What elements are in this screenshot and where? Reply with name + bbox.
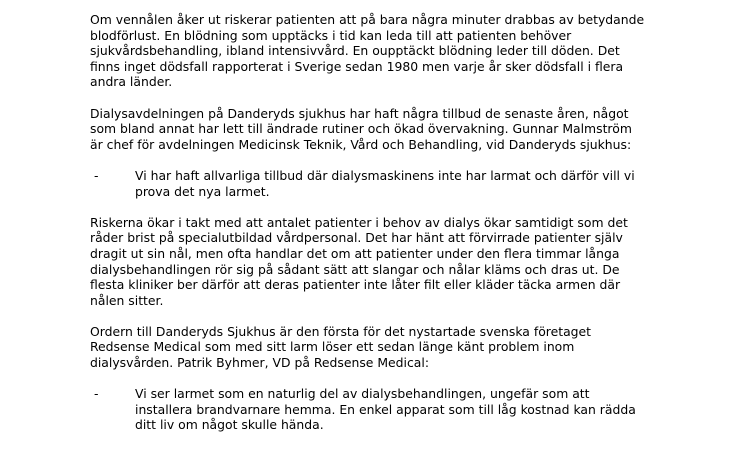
text-line: sjukvårdsbehandling, ibland intensivvård. En oupptäckt blödning leder till döden. Det: [90, 43, 620, 59]
text-line: Vi har haft allvarliga tillbud där dialysmaskinens inte har larmat och därför vill vi: [135, 167, 635, 183]
text-line: finns inget dödsfall rapporterat i Sverige sedan 1980 men varje år sker dödsfall i flera: [90, 58, 624, 74]
text-line: dragit ut sin nål, men ofta handlar det om att patienter under den flera timmar långa: [90, 245, 620, 261]
text-line: Vi ser larmet som en naturlig del av dialysbehandlingen, ungefär som att: [135, 386, 590, 402]
quote-dash: -: [94, 167, 99, 183]
text-line: Ordern till Danderyds Sjukhus är den första för det nystartade svenska företaget: [90, 323, 592, 339]
quote-text: [135, 386, 690, 433]
text-line: ditt liv om något skulle hända.: [135, 417, 324, 433]
text-line: dialysvården. Patrik Byhmer, VD på Redsense Medical:: [90, 355, 430, 371]
text-line: är chef för avdelningen Medicinsk Teknik, Vård och Behandling, vid Danderyds sjukhus:: [90, 136, 632, 152]
text-line: prova det nya larmet.: [135, 183, 270, 199]
text-line: nålen sitter.: [90, 292, 164, 308]
text-line: flesta kliniker ber därför att deras patienter inte låter filt eller kläder täcka armen där: [90, 277, 621, 293]
document-body: [90, 12, 690, 449]
text-line: blodförlust. En blödning som upptäcks i tid kan leda till att patienten behöver: [90, 27, 572, 43]
paragraph-danderyd-incidents: [90, 106, 690, 153]
quote-text: [135, 168, 690, 199]
text-line: Dialysavdelningen på Danderyds sjukhus har haft några tillbud de senaste åren, något: [90, 105, 629, 121]
text-line: Redsense Medical som med sitt larm löser ett sedan länge känt problem inom: [90, 339, 575, 355]
paragraph-blood-loss: [90, 12, 690, 90]
text-line: som bland annat har lett till ändrade rutiner och ökad övervakning. Gunnar Malmström: [90, 121, 632, 137]
paragraph-risks: [90, 215, 690, 309]
text-line: installera brandvarnare hemma. En enkel apparat som till låg kostnad kan rädda: [135, 401, 636, 417]
text-line: dialysbehandlingen rör sig på sådant sätt att slangar och nålar kläms och dras ut. De: [90, 261, 620, 277]
text-line: andra länder.: [90, 74, 173, 90]
text-line: Riskerna ökar i takt med att antalet patienter i behov av dialys ökar samtidigt som det: [90, 214, 628, 230]
paragraph-redsense-order: [90, 324, 690, 371]
text-line: Om vennålen åker ut riskerar patienten att på bara några minuter drabbas av betydande: [90, 12, 645, 27]
text-line: råder brist på specialutbildad vårdpersonal. Det har hänt att förvirrade patienter själv: [90, 230, 623, 246]
quote-dash: -: [94, 386, 99, 402]
quote-byhmer: [90, 386, 690, 433]
quote-malmstrom: [90, 168, 690, 199]
